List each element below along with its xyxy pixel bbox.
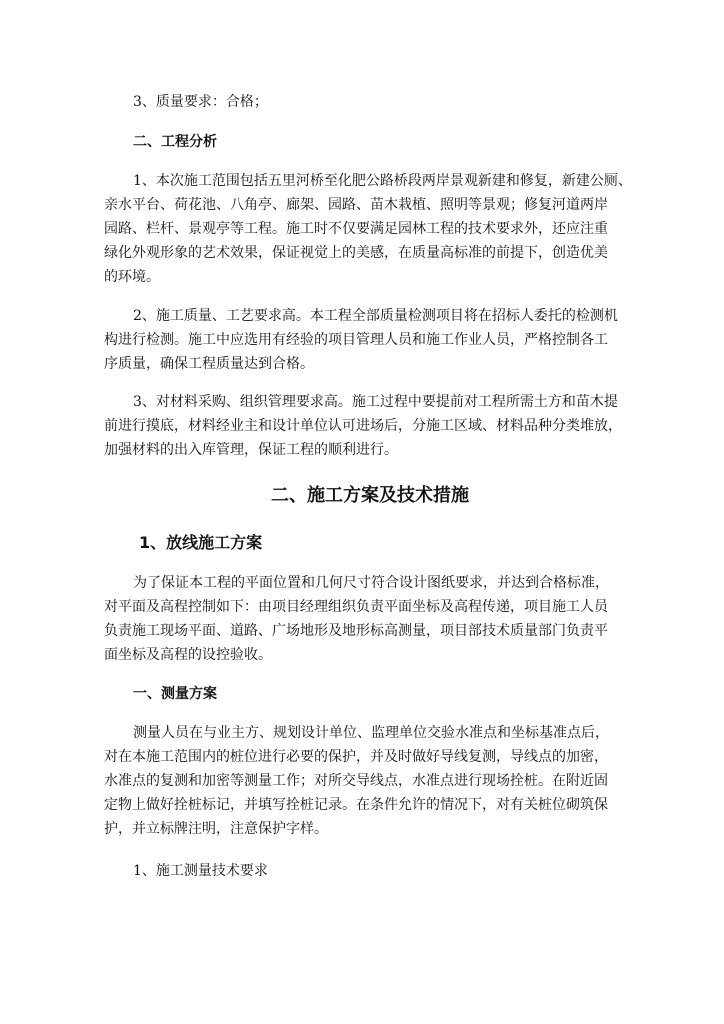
analysis-para3-line1: 3、对材料采购、组织管理要求高。施工过程中要提前对工程所需土方和苗木提 xyxy=(133,394,618,410)
layout-para-line1: 为了保证本工程的平面位置和几何尺寸符合设计图纸要求，并达到合格标准， xyxy=(133,575,609,591)
survey-para-line3: 水准点的复测和加密等测量工作；对所交导线点，水准点进行现场拴桩。在附近固 xyxy=(104,773,608,789)
analysis-para1-line3: 园路、栏杆、景观亭等工程。施工时不仅要满足园林工程的技术要求外，还应注重 xyxy=(104,221,608,237)
survey-subitem: 1、施工测量技术要求 xyxy=(133,863,268,879)
chapter-heading: 二、施工方案及技术措施 xyxy=(271,485,469,506)
analysis-para1-line1: 1、本次施工范围包括五里河桥至化肥公路桥段两岸景观新建和修复，新建公厕、 xyxy=(133,173,632,189)
analysis-para2-line3: 序质量，确保工程质量达到合格。 xyxy=(104,356,314,372)
layout-para-line2: 对平面及高程控制如下：由项目经理组织负责平面坐标及高程传递，项目施工人员 xyxy=(104,599,608,615)
analysis-para3-line3: 加强材料的出入库管理，保证工程的顺利进行。 xyxy=(104,442,398,458)
analysis-para1-line2: 亲水平台、荷花池、八角亭、廊架、园路、苗木栽植、照明等景观；修复河道两岸 xyxy=(104,197,608,213)
analysis-para2-line1: 2、施工质量、工艺要求高。本工程全部质量检测项目将在招标人委托的检测机 xyxy=(133,308,618,324)
heading-engineering-analysis: 二、工程分析 xyxy=(133,134,217,150)
analysis-para1-line5: 的环境。 xyxy=(104,269,160,285)
quality-requirement: 3、质量要求：合格； xyxy=(133,94,268,110)
survey-para-line4: 定物上做好拴桩标记，并填写拴桩记录。在条件允许的情况下，对有关桩位砌筑保 xyxy=(104,797,608,813)
layout-para-line3: 负责施工现场平面、道路、广场地形及地形标高测量，项目部技术质量部门负责平 xyxy=(104,623,608,639)
analysis-para2-line2: 构进行检测。施工中应选用有经验的项目管理人员和施工作业人员，严格控制各工 xyxy=(104,332,608,348)
analysis-para3-line2: 前进行摸底，材料经业主和设计单位认可进场后，分施工区域、材料品种分类堆放， xyxy=(104,418,622,434)
survey-para-line5: 护，并立标牌注明，注意保护字样。 xyxy=(104,821,328,837)
heading-survey-plan: 一、测量方案 xyxy=(133,686,217,702)
survey-para-line1: 测量人员在与业主方、规划设计单位、监理单位交验水准点和坐标基准点后， xyxy=(133,725,609,741)
layout-para-line4: 面坐标及高程的设控验收。 xyxy=(104,647,272,663)
analysis-para1-line4: 绿化外观形象的艺术效果，保证视觉上的美感，在质量高标准的前提下，创造优美 xyxy=(104,245,608,261)
heading-layout-plan: 1、放线施工方案 xyxy=(139,533,263,552)
survey-para-line2: 对在本施工范围内的桩位进行必要的保护，并及时做好导线复测，导线点的加密， xyxy=(104,749,608,765)
